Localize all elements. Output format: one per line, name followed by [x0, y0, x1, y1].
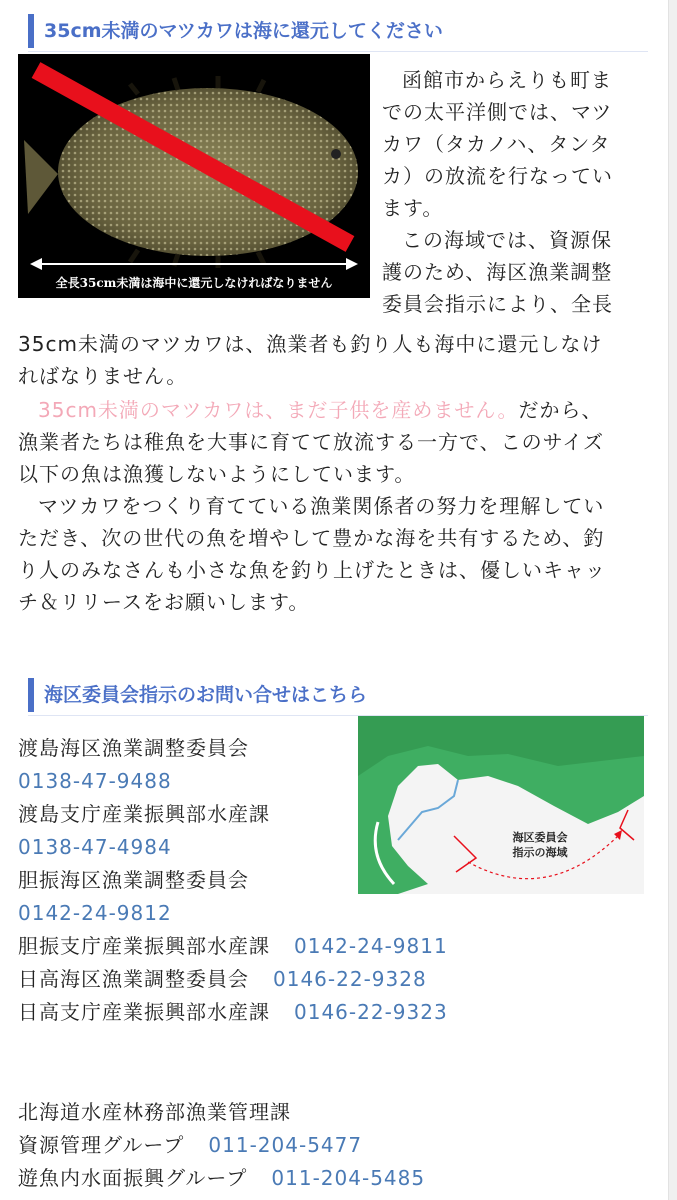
para-line: 漁業者たちは稚魚を大事に育てて放流する一方で、このサイズ: [18, 430, 604, 454]
phone-link[interactable]: 011-204-5477: [208, 1133, 363, 1157]
para-line: ただき、次の世代の魚を増やして豊かな海を共有するため、釣: [18, 526, 605, 550]
para-line: ればなりません。: [18, 364, 188, 388]
section-heading-release: 35cm未満のマツカワは海に還元してください: [28, 14, 443, 48]
phone-link[interactable]: 0146-22-9323: [294, 1000, 448, 1024]
contact-row: [18, 930, 448, 963]
contact-name: 渡島支庁産業振興部水産課: [18, 802, 270, 826]
rule-paragraph: [18, 328, 658, 618]
group-row: [18, 1162, 425, 1195]
group-name: 遊魚内水面振興グループ: [18, 1166, 248, 1190]
para-line-mixed: [18, 394, 658, 426]
para-line: カワ（タカノハ、タンタ: [382, 132, 611, 156]
para-line: 以下の魚は漁獲しないようにしています。: [18, 462, 416, 486]
para-line: 35cm未満のマツカワは、漁業者も釣り人も海中に還元しなけ: [18, 332, 603, 356]
para-line: 護のため、海区漁業調整: [382, 260, 613, 284]
para-line: 委員会指示により、全長: [382, 292, 613, 316]
contact-name: 胆振支庁産業振興部水産課: [18, 934, 270, 958]
hq-name: 北海道水産林務部漁業管理課: [18, 1100, 291, 1124]
para-line: この海域では、資源保: [402, 228, 612, 252]
para-line: ます。: [382, 196, 444, 220]
phone-link[interactable]: 011-204-5485: [271, 1166, 426, 1190]
contact-name: 日高支庁産業振興部水産課: [18, 1000, 270, 1024]
map-illustration: [358, 716, 644, 894]
group-row: [18, 1129, 362, 1162]
contact-row: [18, 963, 427, 996]
photo-caption: 全長35cm未満は海中に還元しなければなりません: [55, 276, 333, 290]
phone-link[interactable]: 0142-24-9811: [294, 934, 448, 958]
sea-area-map: [358, 716, 644, 894]
phone-link[interactable]: 0142-24-9812: [18, 901, 172, 925]
map-label: [490, 830, 590, 860]
map-label-line: 海区委員会: [512, 831, 568, 844]
group-name: 資源管理グループ: [18, 1133, 185, 1157]
phone-link[interactable]: 0146-22-9328: [273, 967, 427, 991]
vertical-scrollbar[interactable]: [668, 0, 677, 1200]
para-line: カ）の放流を行なってい: [382, 164, 613, 188]
para-line: チ＆リリースをお願いします。: [18, 590, 310, 614]
highlight-text: 35cm未満のマツカワは、まだ子供を産めません。: [38, 398, 519, 422]
section-heading-contact: 海区委員会指示のお問い合せはこちら: [28, 678, 367, 712]
flounder-photo: [18, 54, 370, 298]
para-text: だから、: [518, 398, 603, 422]
phone-link[interactable]: 0138-47-4984: [18, 835, 172, 859]
heading-divider: [28, 51, 648, 52]
flounder-illustration: [18, 54, 370, 298]
intro-paragraph: [382, 64, 642, 320]
para-line: 函館市からえりも町ま: [402, 68, 612, 92]
para-line: り人のみなさんも小さな魚を釣り上げたときは、優しいキャッ: [18, 558, 606, 582]
phone-link[interactable]: 0138-47-9488: [18, 769, 172, 793]
contact-name: 日高海区漁業調整委員会: [18, 967, 249, 991]
para-line: での太平洋側では、マツ: [382, 100, 613, 124]
contact-name: 渡島海区漁業調整委員会: [18, 736, 249, 760]
contact-row: [18, 996, 448, 1029]
para-line: マツカワをつくり育てている漁業関係者の努力を理解してい: [38, 494, 605, 518]
contact-name: 胆振海区漁業調整委員会: [18, 868, 249, 892]
map-label-line: 指示の海域: [512, 846, 568, 859]
